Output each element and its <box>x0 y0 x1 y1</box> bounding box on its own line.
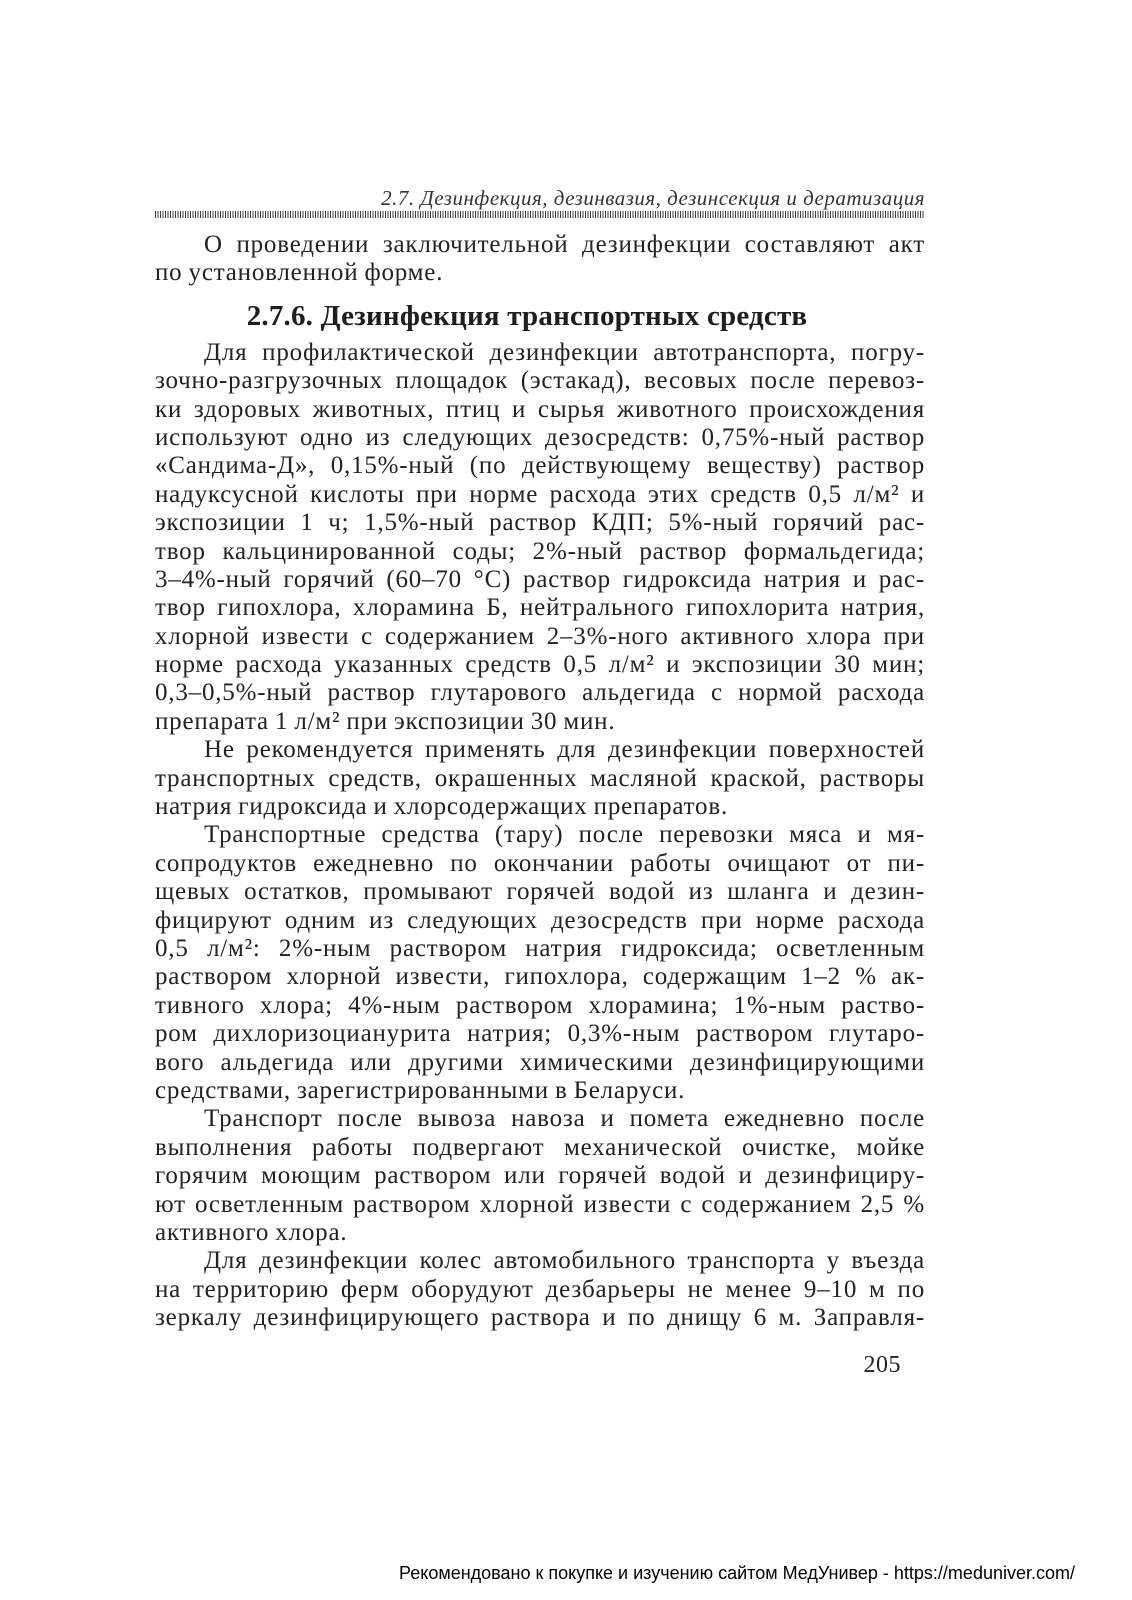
text-line: экспозиции 1 ч; 1,5%-ный раствор КДП; 5%-ный горячий рас- <box>155 509 925 537</box>
text-line: О проведении заключительной дезинфекции составляют акт <box>204 231 925 258</box>
text-line: горячим моющим раствором или горячей водой и дезинфициру- <box>155 1162 925 1190</box>
text-line: 3–4%-ный горячий (60–70 °С) раствор гидроксида натрия и рас- <box>155 565 925 593</box>
text-line: надуксусной кислоты при норме расхода этих средств 0,5 л/м² и <box>155 480 925 508</box>
paragraph <box>155 231 925 288</box>
text-line: активного хлора. <box>155 1218 348 1246</box>
header-rule <box>155 211 925 218</box>
paragraph <box>155 1247 925 1332</box>
paragraph <box>155 1105 925 1247</box>
text-line: по установленной форме. <box>155 259 444 287</box>
running-header: 2.7. Дезинфекция, дезинвазия, дезинсекция и дератизация <box>381 186 925 210</box>
text-line: норме расхода указанных средств 0,5 л/м² и экспозиции 30 мин; <box>155 651 925 679</box>
text-line: зочно-разгрузочных площадок (эстакад), весовых после перевоз- <box>155 367 925 395</box>
text-line: ки здоровых животных, птиц и сырья животного происхождения <box>155 395 925 423</box>
paragraph <box>155 339 925 736</box>
text-line: препарата 1 л/м² при экспозиции 30 мин. <box>155 707 616 735</box>
text-line: твор кальцинированной соды; 2%-ный раствор формальдегида; <box>155 537 925 565</box>
page-number: 205 <box>863 1352 901 1378</box>
text-line: раствором хлорной извести, гипохлора, содержащим 1–2 % ак- <box>155 963 925 991</box>
text-line: используют одно из следующих дезосредств: 0,75%-ный раствор <box>155 423 925 451</box>
text-line: выполнения работы подвергают механической очистке, мойке <box>155 1133 925 1161</box>
text-line: 0,3–0,5%-ный раствор глутарового альдегида с нормой расхода <box>155 679 925 707</box>
text-line: средствами, зарегистрированными в Беларуси. <box>155 1076 686 1104</box>
text-line: Для профилактической дезинфекции автотранспорта, погру- <box>204 338 925 366</box>
text-line: Для дезинфекции колес автомобильного транспорта у въезда <box>204 1247 925 1275</box>
text-line: Транспортные средства (тару) после перевозки мяса и мя- <box>204 821 925 849</box>
text-line: вого альдегида или другими химическими дезинфицирующими <box>155 1048 925 1076</box>
page-body <box>155 231 925 1332</box>
paragraph <box>155 736 925 821</box>
text-line: транспортных средств, окрашенных масляной краской, растворы <box>155 764 925 792</box>
text-line: ром дихлоризоцианурита натрия; 0,3%-ным раствором глутаро- <box>155 1020 925 1048</box>
text-line: 0,5 л/м²: 2%-ным раствором натрия гидроксида; осветленным <box>155 934 925 962</box>
footer-watermark: Рекомендовано к покупке и изучению сайтом МедУнивер - https://meduniver.com/ <box>399 1563 1075 1583</box>
text-line: твор гипохлора, хлорамина Б, нейтрального гипохлорита натрия, <box>155 594 925 622</box>
paragraph <box>155 821 925 1105</box>
text-line: ют осветленным раствором хлорной извести с содержанием 2,5 % <box>155 1190 925 1218</box>
text-line: Не рекомендуется применять для дезинфекции поверхностей <box>204 736 925 764</box>
text-line: зеркалу дезинфицирующего раствора и по днищу 6 м. Заправля- <box>155 1304 925 1332</box>
text-line: щевых остатков, промывают горячей водой из шланга и дезин- <box>155 878 925 906</box>
text-line: тивного хлора; 4%-ным раствором хлорамина; 1%-ным раство- <box>155 991 925 1019</box>
text-line: «Сандима-Д», 0,15%-ный (по действующему веществу) раствор <box>155 452 925 480</box>
text-line: хлорной извести с содержанием 2–3%-ного активного хлора при <box>155 622 925 650</box>
section-heading: 2.7.6. Дезинфекция транспортных средств <box>246 299 808 332</box>
text-line: на территорию ферм оборудуют дезбарьеры не менее 9–10 м по <box>155 1275 925 1303</box>
text-line: натрия гидроксида и хлорсодержащих препаратов. <box>155 793 728 821</box>
text-line: сопродуктов ежедневно по окончании работы очищают от пи- <box>155 849 925 877</box>
text-line: фицируют одним из следующих дезосредств при норме расхода <box>155 906 925 934</box>
text-line: Транспорт после вывоза навоза и помета ежедневно после <box>204 1105 925 1133</box>
